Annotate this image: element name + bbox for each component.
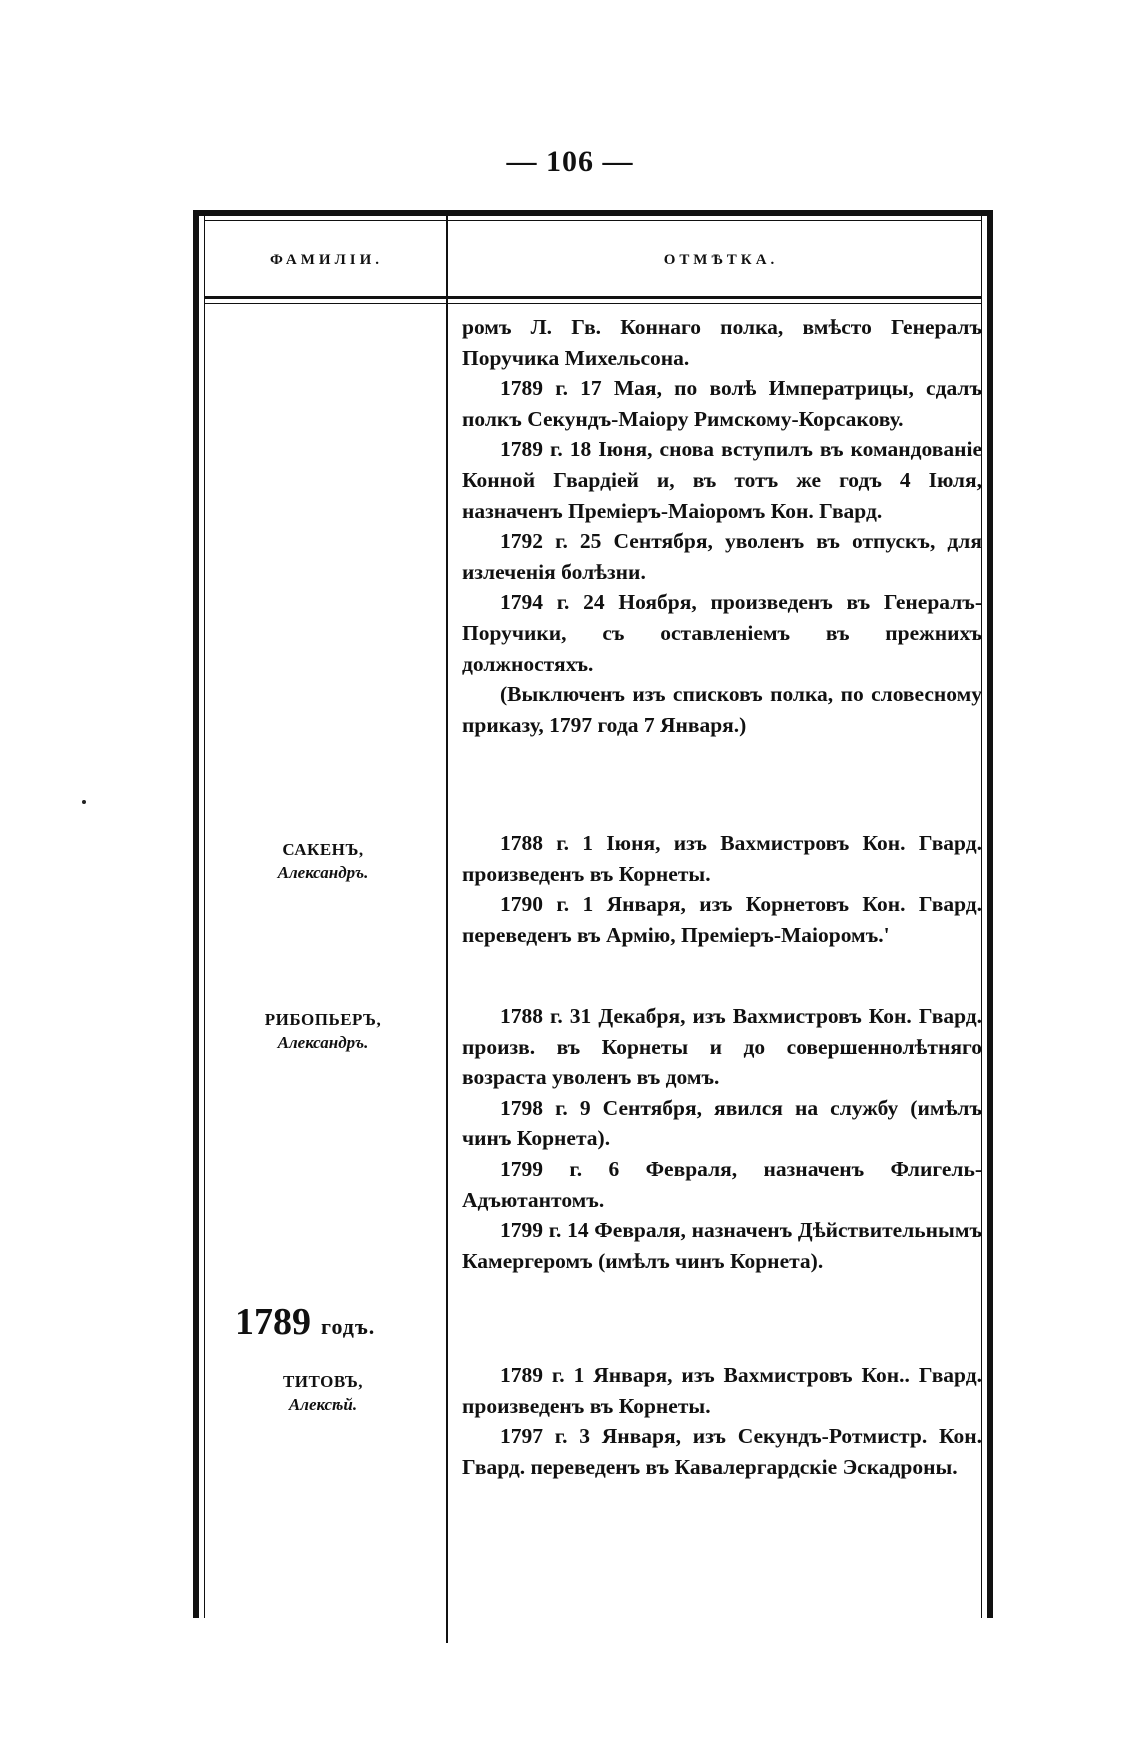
names-column-header: ФАМИЛIИ.: [269, 252, 384, 268]
entry-note: 1799 г. 6 Февраля, назначенъ Флигель-Адъютантомъ.: [462, 1156, 982, 1212]
entry-surname: САКЕНЪ,: [282, 840, 364, 859]
entry-note: 1790 г. 1 Января, изъ Корнетовъ Кон. Гвард. переведенъ въ Армiю, Премiеръ-Маiоромъ.': [462, 892, 982, 947]
header-rule: [204, 296, 982, 299]
continuation-paragraph: 1792 г. 25 Сентября, уволенъ въ отпускъ, для излеченiя болѣзни.: [462, 529, 982, 584]
margin-speck: [82, 800, 86, 804]
entry-surname: ТИТОВЪ,: [282, 1372, 364, 1391]
entry-notes-titov: [462, 1360, 982, 1482]
entry-notes-ribopier: [462, 1001, 982, 1276]
entry-given-name: Александръ.: [277, 1033, 369, 1052]
entry-notes-saken: [462, 828, 982, 950]
header-rule-thin: [204, 303, 982, 304]
entry-note: 1798 г. 9 Сентября, явился на службу (имѣлъ чинъ Корнета).: [462, 1095, 982, 1151]
year-heading-number: 1789: [235, 1301, 311, 1343]
entry-given-name: Александръ.: [277, 863, 369, 882]
entry-name-saken: [205, 838, 441, 884]
continuation-paragraph: 1794 г. 24 Ноября, произведенъ въ Генералъ-Поручики, съ оставленiемъ въ прежнихъ должностяхъ.: [462, 590, 982, 676]
table-inner-top-rule: [204, 220, 982, 221]
entry-note: 1788 г. 1 Iюня, изъ Вахмистровъ Кон. Гвард. произведенъ въ Корнеты.: [462, 831, 982, 886]
year-heading-word: годъ.: [321, 1314, 376, 1339]
year-heading: [235, 1300, 375, 1344]
entry-note: 1789 г. 1 Января, изъ Вахмистровъ Кон.. Гвард. произведенъ въ Корнеты.: [462, 1363, 982, 1418]
continuation-notes: [462, 312, 982, 740]
entry-note: 1799 г. 14 Февраля, назначенъ Дѣйствительнымъ Камергеромъ (имѣлъ чинъ Корнета).: [462, 1218, 982, 1273]
entry-note: 1788 г. 31 Декабря, изъ Вахмистровъ Кон. Гвард. произв. въ Корнеты и до совершеннолѣтняго возраста уволенъ въ домъ.: [462, 1004, 982, 1090]
entry-given-name: Алексѣй.: [288, 1395, 358, 1414]
continuation-paragraph: 1789 г. 17 Мая, по волѣ Императрицы, сдалъ полкъ Секундъ-Маiору Римскому-Корсакову.: [462, 376, 982, 431]
notes-column-header: ОТМѢТКА.: [663, 252, 779, 268]
entry-name-ribopier: [205, 1008, 441, 1054]
continuation-paragraph: 1789 г. 18 Iюня, снова вступилъ въ командованiе Конной Гвардiей и, въ тотъ же годъ 4 Iюля, назначенъ Премiеръ-Маiоромъ Кон. Гвард.: [462, 437, 982, 523]
entry-surname: РИБОПЬЕРЪ,: [264, 1010, 382, 1029]
entry-name-titov: [205, 1370, 441, 1416]
entry-note: 1797 г. 3 Января, изъ Секундъ-Ротмистр. Кон. Гвард. переведенъ въ Кавалергардскiе Эскадроны.: [462, 1424, 982, 1479]
continuation-paragraph: (Выключенъ изъ списковъ полка, по словесному приказу, 1797 года 7 Января.): [462, 682, 982, 737]
column-divider: [446, 216, 448, 1643]
page-number: — 106 —: [506, 145, 634, 178]
continuation-paragraph: ромъ Л. Гв. Коннаго полка, вмѣсто Генералъ Поручика Михельсона.: [462, 315, 982, 370]
